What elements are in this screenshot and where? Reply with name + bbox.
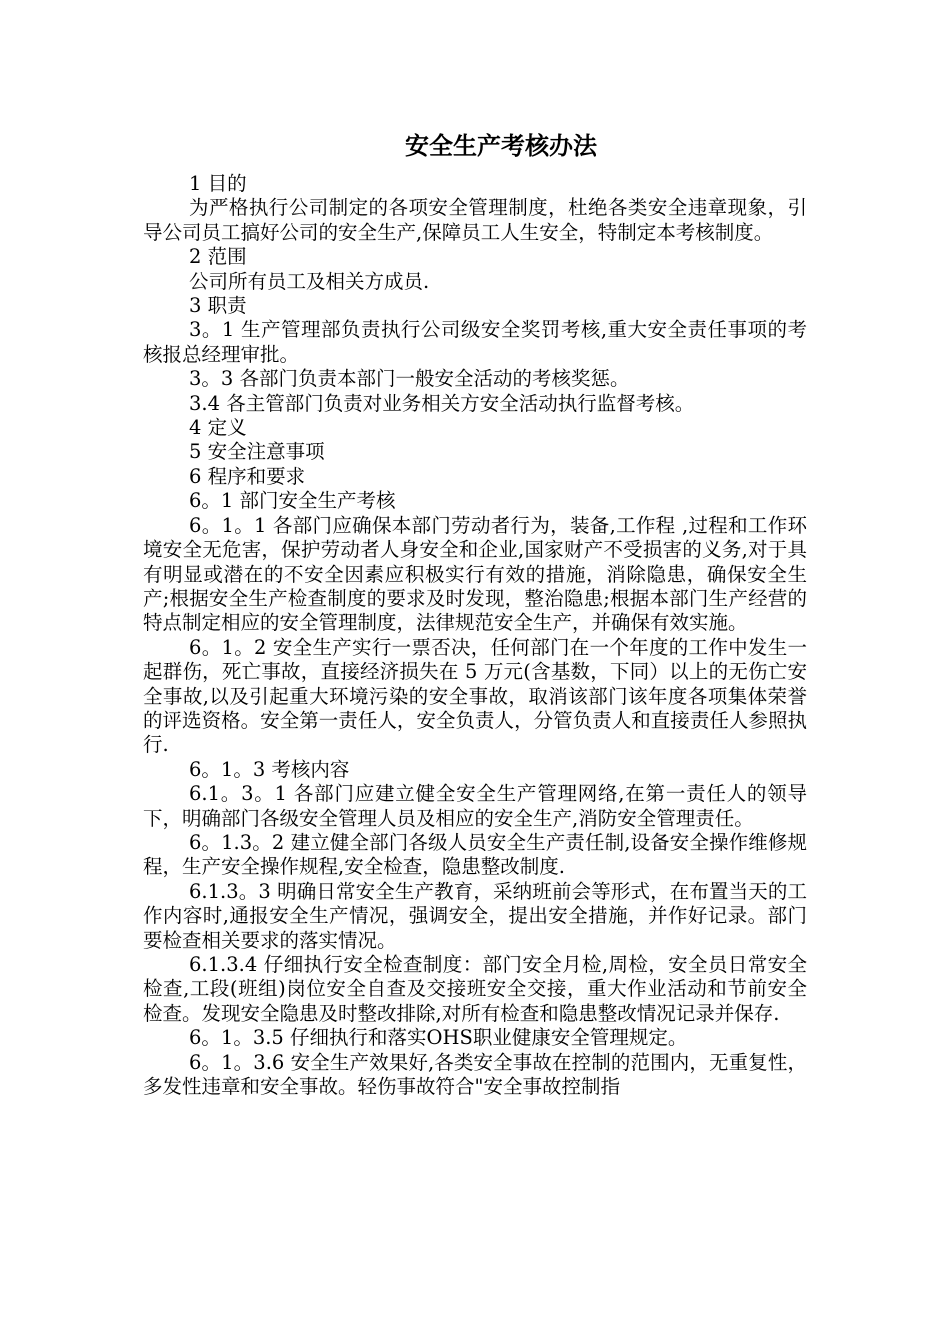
paragraph-6-1-3-6: 6。1。3.6 安全生产效果好,各类安全事故在控制的范围内，无重复性，多发性违章和安全事故。轻伤事故符合"安全事故控制指 [143, 1050, 807, 1099]
paragraph-6-1: 6。1 部门安全生产考核 [189, 489, 396, 513]
paragraph-6-1-3: 6。1。3 考核内容 [189, 757, 350, 781]
paragraph-duty-3-4: 3.4 各主管部门负责对业务相关方安全活动执行监督考核。 [189, 391, 695, 415]
paragraph-6-1-3-1: 6.1。3。1 各部门应建立健全安全生产管理网络,在第一责任人的领导下，明确部门各级安全管理人员及相应的安全生产,消防安全管理责任。 [143, 782, 807, 830]
paragraph-duty-3-3: 3。3 各部门负责本部门一般安全活动的考核奖惩。 [189, 367, 630, 391]
paragraph-purpose: 为严格执行公司制定的各项安全管理制度，杜绝各类安全违章现象，引导公司员工搞好公司的安全生产,保障员工人生安全，特制定本考核制度。 [143, 196, 807, 244]
paragraph-duty-3-1: 3。1 生产管理部负责执行公司级安全奖罚考核,重大安全责任事项的考核报总经理审批。 [143, 318, 807, 366]
paragraph-scope-heading: 2 范围 [189, 245, 247, 269]
paragraph-6-1-2: 6。1。2 安全生产实行一票否决，任何部门在一个年度的工作中发生一起群伤，死亡事故，直接经济损失在 5 万元(含基数，下同）以上的无伤亡安全事故,以及引起重大环境污染的安全事故，取消该部门该年度各项集体荣誉的评选资格。安全第一责任人，安全负责人，分管负责人和直接责任人参照执行. [143, 635, 807, 757]
paragraph-procedure-heading: 6 程序和要求 [189, 464, 306, 488]
paragraph-duties-heading: 3 职责 [189, 294, 247, 318]
paragraph-6-1-3-2: 6。1.3。2 建立健全部门各级人员安全生产责任制,设备安全操作维修规程，生产安全操作规程,安全检查，隐患整改制度. [143, 830, 807, 879]
paragraph-purpose-heading: 1 目的 [189, 172, 247, 195]
paragraph-safety-notes-heading: 5 安全注意事项 [189, 440, 325, 464]
document-title: 安全生产考核办法 [405, 131, 597, 160]
document-page [143, 130, 807, 1099]
paragraph-6-1-3-4: 6.1.3.4 仔细执行安全检查制度：部门安全月检,周检，安全员日常安全检查,工段(班组)岗位安全自查及交接班安全交接，重大作业活动和节前安全检查。发现安全隐患及时整改排除,对所有检查和隐患整改情况记录并保存. [143, 953, 807, 1025]
paragraph-scope: 公司所有员工及相关方成员. [189, 269, 430, 293]
paragraph-6-1-1: 6。1。1 各部门应确保本部门劳动者行为，装备,工作程 ,过程和工作环境安全无危害，保护劳动者人身安全和企业,国家财产不受损害的义务,对于具有明显或潜在的不安全因素应积极实行有效的措施，消除隐患，确保安全生产;根据安全生产检查制度的要求及时发现，整治隐患;根据本部门生产经营的特点制定相应的安全管理制度，法律规范安全生产，并确保有效实施。 [143, 513, 807, 635]
paragraph-6-1-3-5: 6。1。3.5 仔细执行和落实OHS职业健康安全管理规定。 [189, 1026, 688, 1050]
paragraph-6-1-3-3: 6.1.3。3 明确日常安全生产教育，采纳班前会等形式，在布置当天的工作内容时,通报安全生产情况，强调安全，提出安全措施，并作好记录。部门要检查相关要求的落实情况。 [143, 879, 807, 952]
paragraph-definition-heading: 4 定义 [189, 416, 247, 440]
